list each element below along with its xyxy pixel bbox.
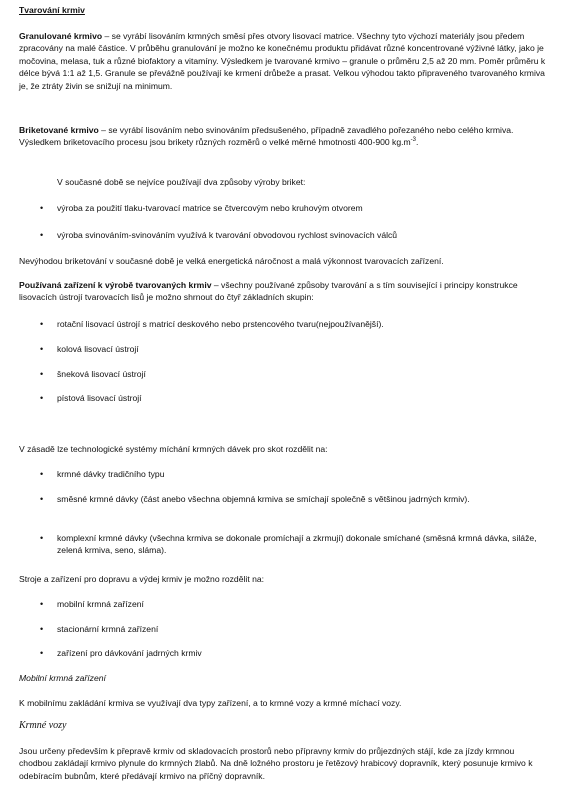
list-item: výroba za použití tlaku-tvarovací matrice se čtvercovým nebo kruhovým otvorem (57, 203, 363, 213)
paragraph-granulovane (19, 30, 547, 92)
list-item: mobilní krmná zařízení (57, 599, 144, 609)
bullet: • (40, 369, 44, 379)
list-item: zařízení pro dávkování jadrných krmiv (57, 648, 202, 658)
bullet: • (40, 494, 44, 504)
heading-mobilni: Mobilní krmná zařízení (19, 673, 106, 683)
paragraph-mobilni: K mobilnímu zakládání krmiva se využívají dva typy zařízení, a to krmné vozy a krmné míchací vozy. (19, 698, 402, 708)
bullet: • (40, 230, 44, 240)
document-title: Tvarování krmiv (19, 5, 85, 15)
bullet: • (40, 624, 44, 634)
bullet: • (40, 648, 44, 658)
paragraph-zpusoby: V současné době se nejvíce používají dva způsoby výroby briket: (57, 177, 306, 187)
bullet: • (40, 533, 44, 543)
text-zarizeni: – všechny používané způsoby tvarování a s tím související i principy konstrukce lisovacích ústrojí tvarovacích lisů je možno shrnout do čtyř základních skupin: (19, 280, 518, 303)
paragraph-stroje: Stroje a zařízení pro dopravu a výdej krmiv je možno rozdělit na: (19, 574, 265, 584)
list-item: rotační lisovací ústrojí s matricí deskového nebo prstencového tvaru(nejpoužívanější). (57, 319, 384, 329)
paragraph-krmne-vozy: Jsou určeny především k přepravě krmiv od skladovacích prostorů nebo přípravny krmiv do průjezdných stájí, kde za jízdy krmnou chodbou zakládají krmivo plynule do krmných žlabů. Na dně ložného prostoru je řetězový hrabicový dopravník, který posunuje krmivo k odebíracím bubnům, které předávají krmivo na příčný dopravník. (19, 746, 533, 781)
period: . (416, 137, 419, 148)
exponent: -3 (410, 137, 417, 144)
list-item: výroba svinováním-svinováním využívá k tvarování obvodovou rychlost svinovacích válců (57, 230, 398, 240)
text-briketovane: – se vyrábí lisováním nebo svinováním předsušeného, případně zavadlého pořezaného nebo celého krmiva. Výsledkem briketovacího procesu jsou brikety různých rozměrů o velké měrné hmotnosti 400-900 kg.m (19, 125, 514, 148)
paragraph-michani: V zásadě lze technologické systémy míchání krmných dávek pro skot rozdělit na: (19, 444, 328, 454)
list-item: pístová lisovací ústrojí (57, 393, 142, 403)
list-item: krmné dávky tradičního typu (57, 469, 165, 479)
bullet: • (40, 469, 44, 479)
bullet: • (40, 203, 44, 213)
bullet: • (40, 319, 44, 329)
list-item: komplexní krmné dávky (všechna krmiva se dokonale promíchají a zkrmují) dokonale smíchané (směsná krmná dávka, siláže, zelená krmiva, seno, sláma). (57, 533, 537, 556)
paragraph-briketovane (19, 124, 547, 149)
list-item: stacionární krmná zařízení (57, 624, 159, 634)
list-item: směsné krmné dávky (část anebo všechna objemná krmiva se smíchají společně s většinou jadrných krmiv). (57, 494, 470, 504)
paragraph-zarizeni (19, 279, 547, 304)
list-item: šneková lisovací ústrojí (57, 369, 146, 379)
text-granulovane: – se vyrábí lisováním krmných směsí přes otvory lisovací matrice. Všechny tyto výchozí materiály jsou předem zpracovány na malé částice. V průběhu granulování je možno ke konečnému produktu přidávat různé koncentrované výživné látky, jako je močovina, melasa, tuk a různé biofaktory a vitamíny. Výsledkem je tvarované krmivo – granule o průměru 2,5 až 20 mm. Poměr průměru k délce bývá 1:1 až 1,5. Granule se převážně používají ke krmení drůbeže a prasat. Velkou výhodou takto připraveného tvarovaného krmiva je, že ztráty živin se snižují na minimum. (19, 31, 546, 91)
heading-krmne-vozy: Krmné vozy (19, 720, 67, 731)
list-item: kolová lisovací ústrojí (57, 344, 139, 354)
term-granulovane: Granulované krmivo (19, 31, 103, 41)
paragraph-nevyhoda: Nevýhodou briketování v současné době je velká energetická náročnost a malá výkonnost tvarovacích zařízení. (19, 256, 444, 266)
bullet: • (40, 599, 44, 609)
term-briketovane: Briketované krmivo (19, 125, 99, 135)
bullet: • (40, 393, 44, 403)
bullet: • (40, 344, 44, 354)
term-zarizeni: Používaná zařízení k výrobě tvarovaných krmiv (19, 280, 212, 290)
